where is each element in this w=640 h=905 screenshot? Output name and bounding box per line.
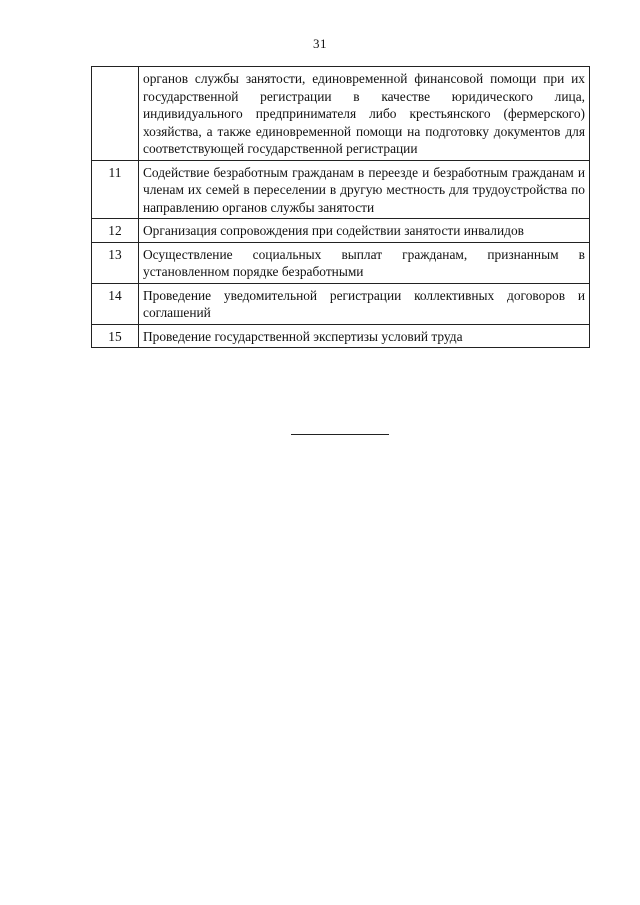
row-number [92,67,139,161]
row-number: 15 [92,324,139,348]
row-number: 11 [92,160,139,219]
end-of-document-rule [291,434,389,435]
row-text: органов службы занятости, единовременной финансовой помощи при их государственной регистрации в качестве юридического лица, индивидуального предпринимателя либо крестьянского (фермерского) хозяйства, а также единовременной помощи на подготовку документов для соответствующей государственной регистрации [139,67,590,161]
table-row [92,219,590,243]
row-number: 13 [92,242,139,283]
table-row [92,324,590,348]
row-text: Содействие безработным гражданам в переезде и безработным гражданам и членам их семей в переселении в другую местность для трудоустройства по направлению органов службы занятости [139,160,590,219]
row-text: Осуществление социальных выплат гражданам, признанным в установленном порядке безработными [139,242,590,283]
page-number: 31 [313,36,327,51]
row-number: 14 [92,283,139,324]
row-text: Проведение уведомительной регистрации коллективных договоров и соглашений [139,283,590,324]
row-text: Проведение государственной экспертизы условий труда [139,324,590,348]
row-text: Организация сопровождения при содействии занятости инвалидов [139,219,590,243]
table-row [92,242,590,283]
services-table [91,66,590,348]
table-row [92,283,590,324]
table-row [92,160,590,219]
table-row [92,67,590,161]
row-number: 12 [92,219,139,243]
